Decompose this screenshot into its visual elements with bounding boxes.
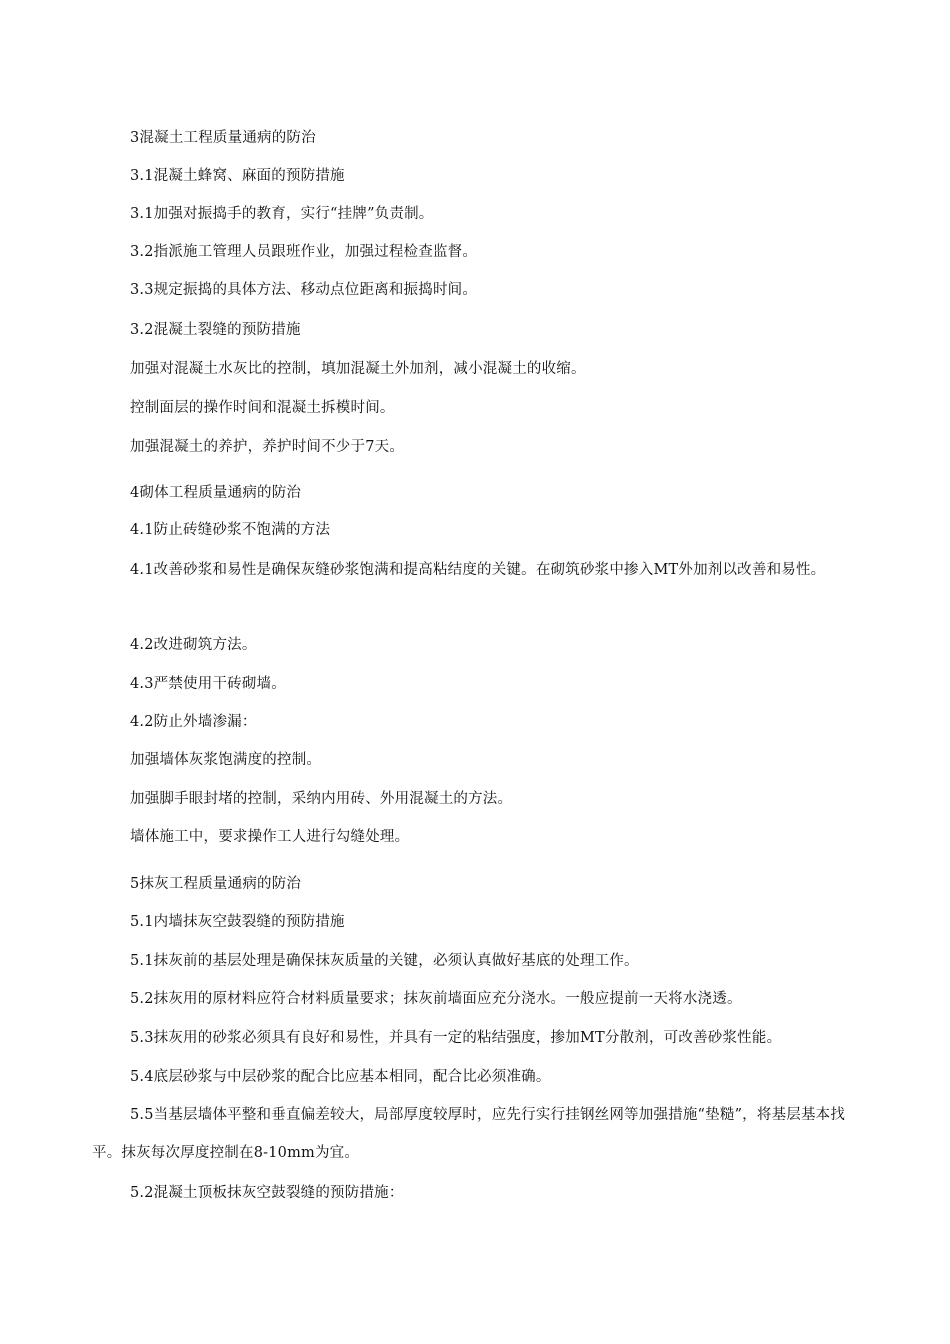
body-paragraph: 墙体施工中，要求操作工人进行勾缝处理。	[130, 829, 410, 845]
body-paragraph: 加强墙体灰浆饱满度的控制。	[130, 752, 322, 768]
subsection-heading: 3.1混凝土蜂窝、麻面的预防措施	[130, 168, 345, 184]
section-heading: 4砌体工程质量通病的防治	[130, 485, 302, 501]
body-paragraph: 加强混凝土的养护，养护时间不少于7天。	[130, 439, 405, 455]
section-heading: 3混凝土工程质量通病的防治	[130, 130, 316, 146]
body-paragraph: 加强脚手眼封堵的控制，采纳内用砖、外用混凝土的方法。	[130, 791, 513, 807]
subsection-heading: 5.2混凝土顶板抹灰空鼓裂缝的预防措施：	[130, 1185, 404, 1201]
list-item: 4.3严禁使用干砖砌墙。	[130, 676, 286, 692]
section-heading: 5抹灰工程质量通病的防治	[130, 876, 302, 892]
list-item: 5.2抹灰用的原材料应符合材料质量要求；抹灰前墙面应充分浇水。一般应提前一天将水浇透。	[130, 991, 742, 1007]
body-paragraph: 控制面层的操作时间和混凝土拆模时间。	[130, 400, 395, 416]
subsection-heading: 4.2防止外墙渗漏：	[130, 714, 257, 730]
list-item: 5.4底层砂浆与中层砂浆的配合比应基本相同，配合比必须准确。	[130, 1069, 551, 1085]
body-paragraph: 4.1改善砂浆和易性是确保灰缝砂浆饱满和提高粘结度的关键。在砌筑砂浆中掺入MT外加剂以改善和易性。	[130, 562, 826, 578]
subsection-heading: 4.1防止砖缝砂浆不饱满的方法	[130, 522, 331, 538]
list-item: 3.1加强对振捣手的教育，实行“挂牌”负责制。	[130, 206, 434, 222]
list-item: 5.3抹灰用的砂浆必须具有良好和易性，并具有一定的粘结强度，掺加MT分散剂，可改善砂浆性能。	[130, 1030, 782, 1046]
subsection-heading: 3.2混凝土裂缝的预防措施	[130, 322, 301, 338]
subsection-heading: 5.1内墙抹灰空鼓裂缝的预防措施	[130, 914, 345, 930]
list-item: 5.1抹灰前的基层处理是确保抹灰质量的关键，必须认真做好基底的处理工作。	[130, 953, 639, 969]
list-item: 4.2改进砌筑方法。	[130, 637, 257, 653]
list-item: 3.2指派施工管理人员跟班作业，加强过程检查监督。	[130, 244, 478, 260]
list-item: 5.5当基层墙体平整和垂直偏差较大，局部厚度较厚时，应先行实行挂钢丝网等加强措施“垫糙”，将基层基本找平。抹灰每次厚度控制在8-10mm为宜。	[92, 1107, 846, 1161]
body-paragraph: 加强对混凝土水灰比的控制，填加混凝土外加剂，减小混凝土的收缩。	[130, 361, 586, 377]
list-item: 3.3规定振捣的具体方法、移动点位距离和振捣时间。	[130, 282, 478, 298]
